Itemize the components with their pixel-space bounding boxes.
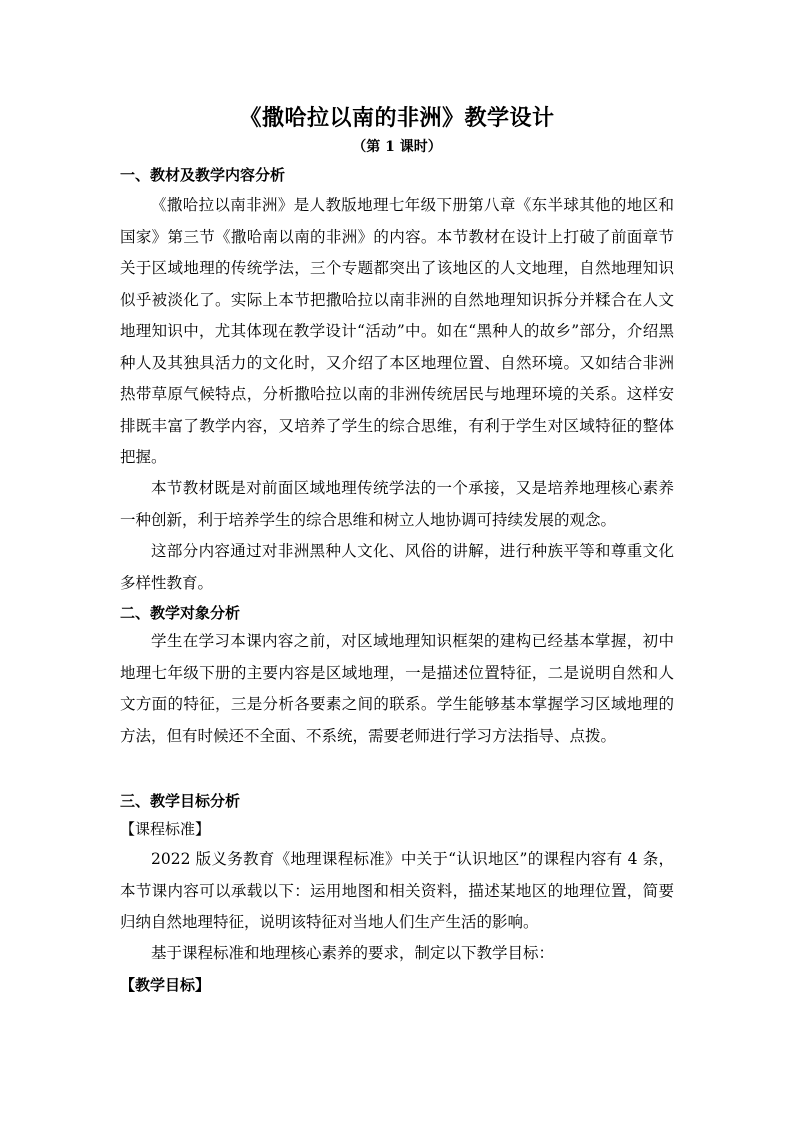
document-subtitle: （第 1 课时） — [352, 139, 442, 155]
section-heading-3: 三、教学目标分析 — [120, 792, 241, 810]
paragraph-1-2: 本节教材既是对前面区域地理传统学法的一个承接，又是培养地理核心素养一种创新，利于培养学生的综合思维和树立人地协调可持续发展的观念。 — [120, 479, 674, 529]
curriculum-standard-label: 【课程标准】 — [120, 820, 211, 838]
teaching-goals-label: 【教学目标】 — [120, 976, 211, 994]
paragraph-3-2: 基于课程标准和地理核心素养的要求，制定以下教学目标： — [151, 944, 555, 962]
document-title: 《撒哈拉以南的非洲》教学设计 — [239, 105, 555, 131]
section-heading-2: 二、教学对象分析 — [120, 604, 241, 622]
paragraph-2-1: 学生在学习本课内容之前，对区域地理知识框架的建构已经基本掌握，初中地理七年级下册的主要内容是区域地理，一是描述位置特征，二是说明自然和人文方面的特征，三是分析各要素之间的联系。学生能够基本掌握学习区域地理的方法，但有时候还不全面、不系统，需要老师进行学习方法指导、点拨。 — [120, 632, 674, 745]
paragraph-1-1: 《撒哈拉以南非洲》是人教版地理七年级下册第八章《东半球其他的地区和国家》第三节《撒哈南以南的非洲》的内容。本节教材在设计上打破了前面章节关于区域地理的传统学法，三个专题都突出了该地区的人文地理，自然地理知识似乎被淡化了。实际上本节把撒哈拉以南非洲的自然地理知识拆分并糅合在人文地理知识中，尤其体现在教学设计“活动”中。如在“黑种人的故乡”部分，介绍黑种人及其独具活力的文化时，又介绍了本区地理位置、自然环境。又如结合非洲热带草原气候特点，分析撒哈拉以南的非洲传统居民与地理环境的关系。这样安排既丰富了教学内容，又培养了学生的综合思维，有利于学生对区域特征的整体把握。 — [120, 196, 674, 466]
paragraph-1-3: 这部分内容通过对非洲黑种人文化、风俗的讲解，进行种族平等和尊重文化多样性教育。 — [120, 542, 674, 592]
section-heading-1: 一、教材及教学内容分析 — [120, 166, 286, 184]
paragraph-3-1: 2022 版义务教育《地理课程标准》中关于“认识地区”的课程内容有 4 条，本节课内容可以承载以下：运用地图和相关资料，描述某地区的地理位置，简要归纳自然地理特征，说明该特征对当地人们生产生活的影响。 — [120, 850, 674, 931]
